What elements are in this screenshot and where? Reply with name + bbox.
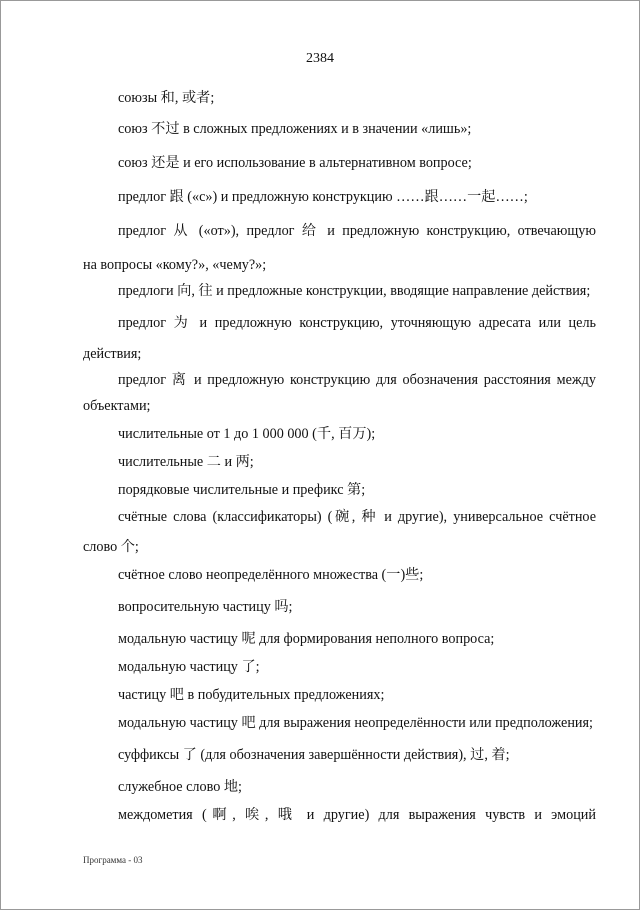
text-line: объектами; <box>83 398 151 414</box>
text-line: предлог 从 («от»), предлог 给 и предложную конструкцию, отвечающую <box>118 223 596 239</box>
text-line: предлоги 向, 往 и предложные конструкции, вводящие направление действия; <box>118 283 591 299</box>
text-line: счётные слова (классификаторы) (碗, 种 и другие), универсальное счётное <box>118 509 596 525</box>
text-line: вопросительную частицу 吗; <box>118 599 293 615</box>
footer-label: Программа - 03 <box>83 855 143 865</box>
text-line: частицу 吧 в побудительных предложениях; <box>118 687 385 703</box>
text-line: модальную частицу 了; <box>118 659 260 675</box>
text-line: предлог 跟 («с») и предложную конструкцию ……跟……一起……; <box>118 189 528 205</box>
text-line: союз 不过 в сложных предложениях и в значении «лишь»; <box>118 121 472 137</box>
text-line: действия; <box>83 346 142 362</box>
text-line: союзы 和, 或者; <box>118 90 215 106</box>
text-line: числительные 二 и 两; <box>118 454 254 470</box>
text-line: счётное слово неопределённого множества (一)些; <box>118 567 424 583</box>
text-line: слово 个; <box>83 539 139 555</box>
text-line: модальную частицу 吧 для выражения неопределённости или предположения; <box>118 715 593 731</box>
text-line: предлог 为 и предложную конструкцию, уточняющую адресата или цель <box>118 315 596 331</box>
text-line: союз 还是 и его использование в альтернативном вопросе; <box>118 155 472 171</box>
text-line: числительные от 1 до 1 000 000 (千, 百万); <box>118 426 376 442</box>
text-line: порядковые числительные и префикс 第; <box>118 482 366 498</box>
page-number: 2384 <box>306 51 334 66</box>
text-line: суффиксы 了 (для обозначения завершённости действия), 过, 着; <box>118 747 510 763</box>
text-line: модальную частицу 呢 для формирования неполного вопроса; <box>118 631 495 647</box>
text-line: служебное слово 地; <box>118 779 242 795</box>
text-line: предлог 离 и предложную конструкцию для обозначения расстояния между <box>118 372 596 388</box>
text-line: междометия (啊, 唉, 哦 и другие) для выражения чувств и эмоций <box>118 807 596 823</box>
text-line: на вопросы «кому?», «чему?»; <box>83 257 267 273</box>
